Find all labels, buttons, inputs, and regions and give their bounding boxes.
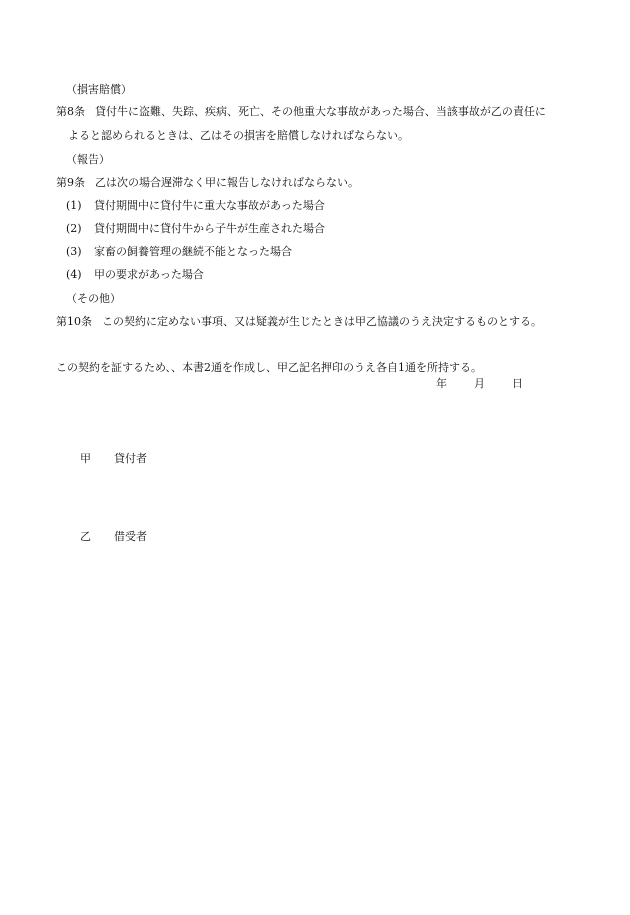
- section8-text-line1: 貸付牛に盗難、失踪、疾病、死亡、その他重大な事故があった場合、当該事故が乙の責任に: [95, 105, 546, 118]
- item-number: (3): [66, 245, 82, 258]
- borrower-role: 借受者: [114, 530, 147, 543]
- date-month: 月: [474, 377, 485, 390]
- item-text: 家畜の飼養管理の継続不能となった場合: [94, 245, 292, 258]
- borrower-symbol: 乙: [80, 530, 91, 543]
- section8-text-line2: よると認められるときは、乙はその損害を賠償しなければならない。: [68, 129, 409, 142]
- section8-line1: [56, 105, 546, 119]
- section9-label: 第9条: [56, 176, 85, 189]
- section9-item: [66, 245, 292, 259]
- section10-heading: （その他）: [66, 292, 121, 305]
- lender-role: 貸付者: [114, 452, 147, 465]
- section8-label: 第8条: [56, 105, 85, 118]
- borrower-signature-line: [80, 530, 147, 544]
- section8-heading: （損害賠償）: [66, 83, 132, 96]
- item-number: (1): [66, 199, 82, 212]
- date-line: [436, 377, 523, 391]
- date-year: 年: [436, 377, 447, 390]
- lender-symbol: 甲: [80, 452, 91, 465]
- section9-item: [66, 268, 204, 282]
- item-number: (4): [66, 268, 82, 281]
- item-text: 甲の要求があった場合: [94, 268, 204, 281]
- section10-text: この契約に定めない事項、又は疑義が生じたときは甲乙協議のうえ決定するものとする。: [102, 315, 542, 328]
- lender-signature-line: [80, 452, 147, 466]
- section10-line: [56, 315, 542, 329]
- date-day: 日: [512, 377, 523, 390]
- section9-line: [56, 176, 359, 190]
- item-text: 貸付期間中に貸付牛に重大な事故があった場合: [94, 199, 325, 212]
- section9-item: [66, 222, 325, 236]
- section9-text: 乙は次の場合遅滞なく甲に報告しなければならない。: [95, 176, 359, 189]
- section9-heading: （報告）: [66, 153, 110, 166]
- section9-item: [66, 199, 325, 213]
- closing-statement: この契約を証するため、、本書2通を作成し、甲乙記名押印のうえ各自1通を所持する。: [56, 361, 483, 374]
- item-number: (2): [66, 222, 82, 235]
- section10-label: 第10条: [56, 315, 92, 328]
- item-text: 貸付期間中に貸付牛から子牛が生産された場合: [94, 222, 325, 235]
